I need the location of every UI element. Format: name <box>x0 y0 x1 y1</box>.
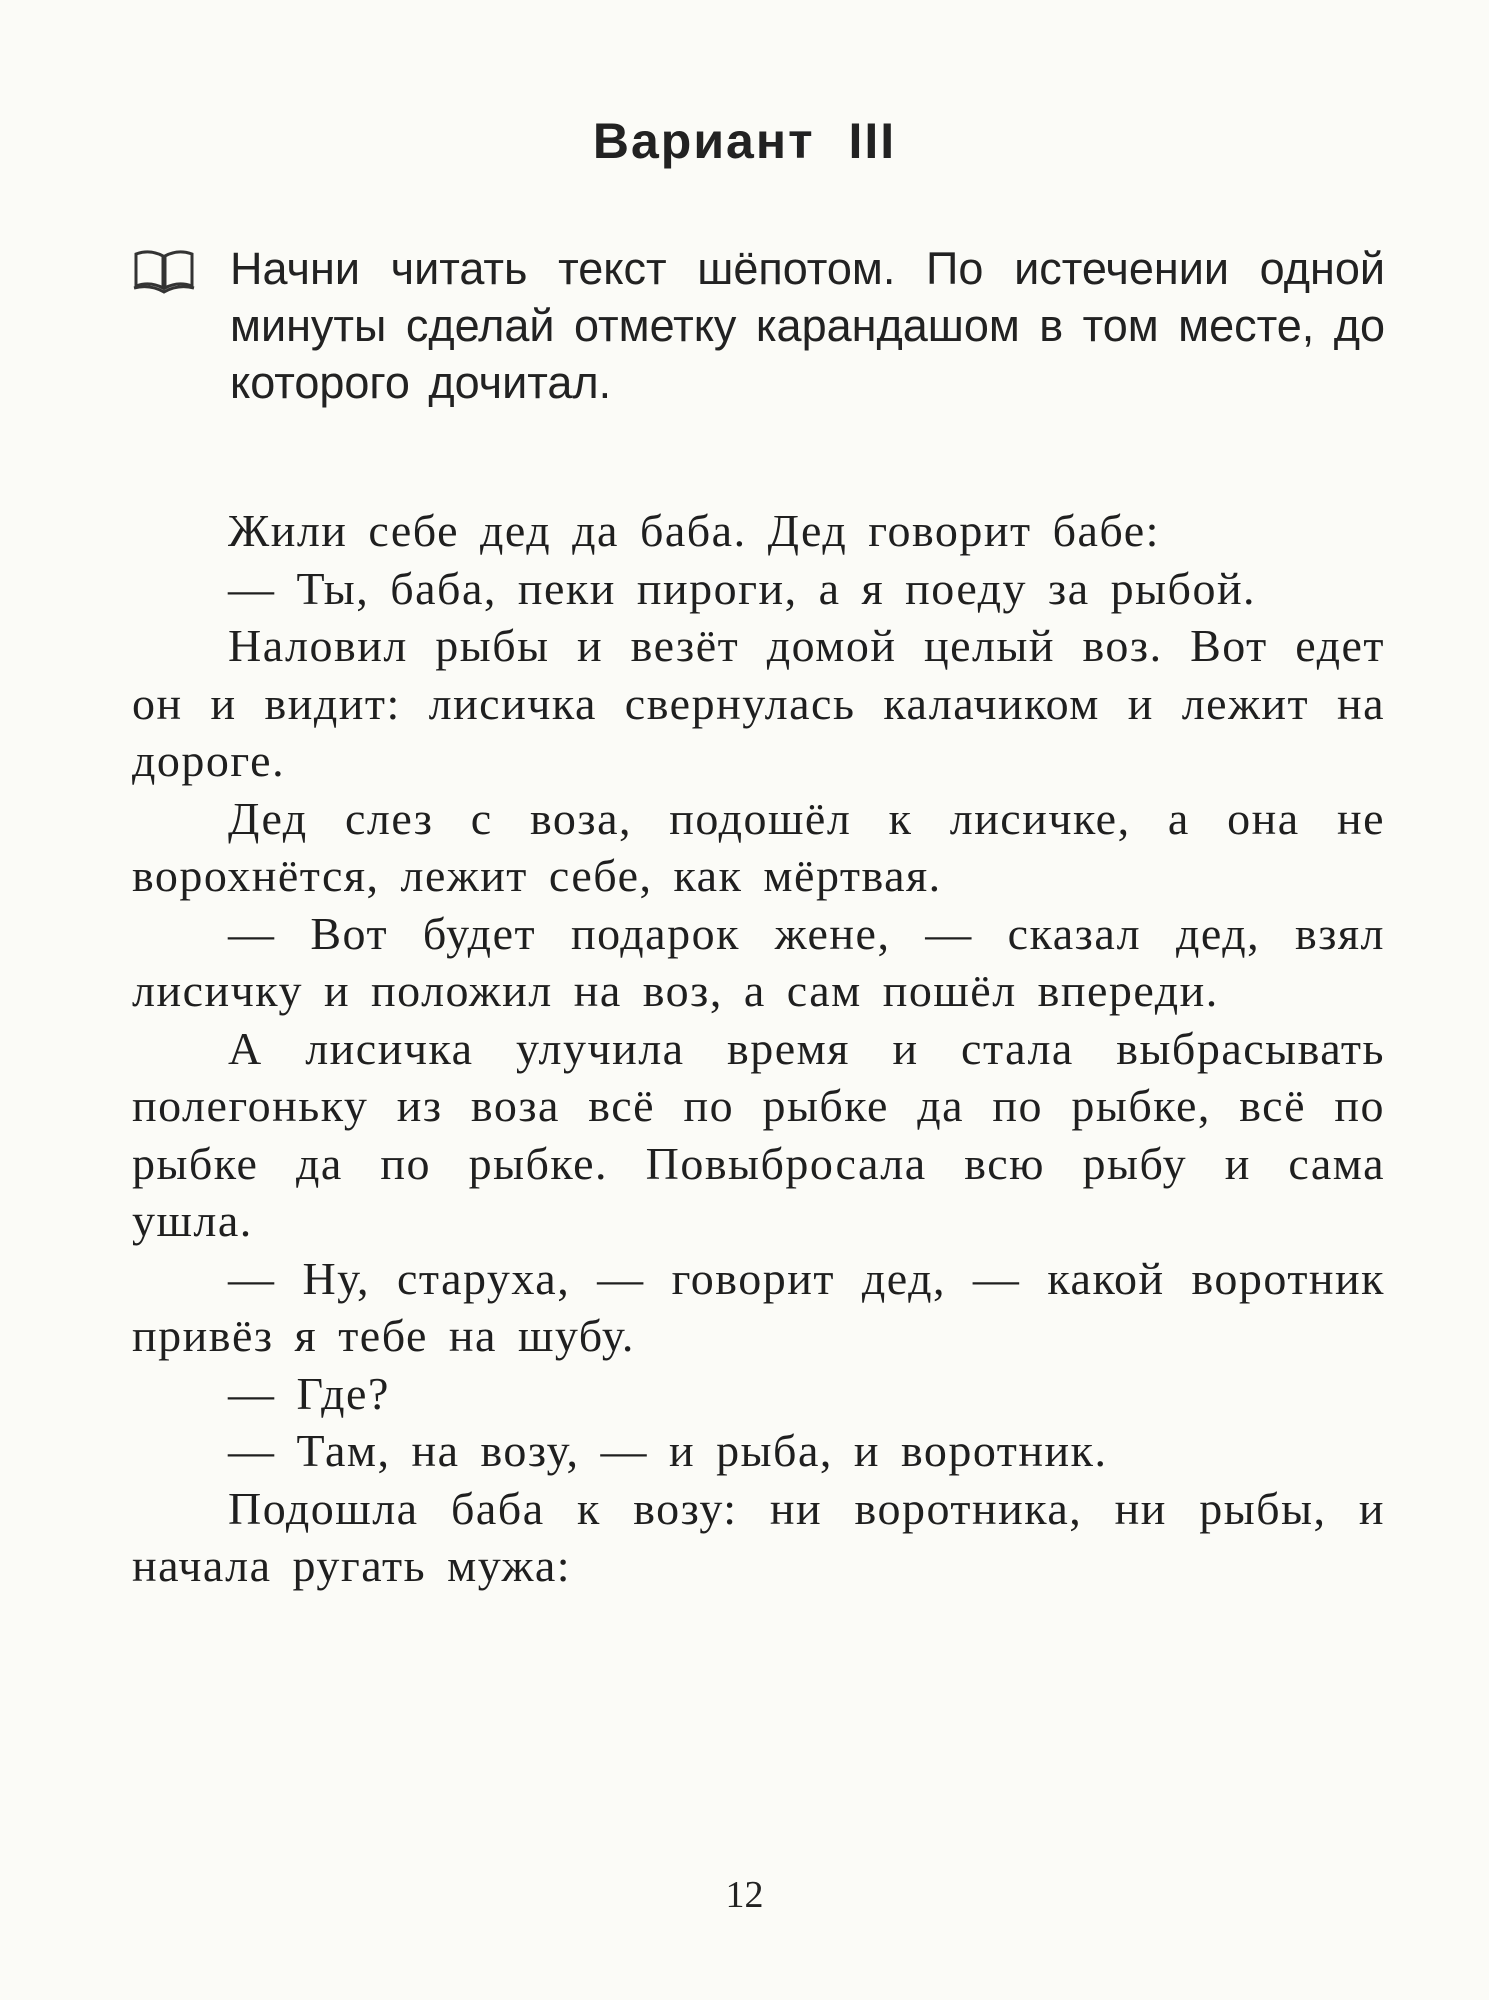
reading-instruction: Начни читать текст шёпотом. По истечении одной минуты сделай отметку карандашом в том месте, до которого дочитал. <box>230 243 1385 408</box>
story-paragraph: — Там, на возу, — и рыба, и воротник. <box>228 1425 1108 1476</box>
story-paragraph: — Где? <box>228 1367 390 1419</box>
story-paragraph: Дед слез с воза, подошёл к лисичке, а она не ворохнётся, лежит себе, как мёртвая. <box>132 792 1385 901</box>
story-paragraph: Наловил рыбы и везёт домой целый воз. Вот едет он и видит: лисичка свернулась калачиком и лежит на дороге. <box>132 620 1385 786</box>
page-title: Вариант III <box>592 113 897 169</box>
story-paragraph: — Вот будет подарок жене, — сказал дед, взял лисичку и положил на воз, а сам пошёл впереди. <box>132 907 1385 1016</box>
story-paragraph: Жили себе дед да баба. Дед говорит бабе: <box>228 505 1160 556</box>
page-number: 12 <box>725 1874 764 1916</box>
story-paragraph: — Ну, старуха, — говорит дед, — какой воротник привёз я тебе на шубу. <box>132 1252 1385 1361</box>
open-book-icon <box>132 246 196 294</box>
story-paragraph: — Ты, баба, пеки пироги, а я поеду за рыбой. <box>228 562 1257 614</box>
story-text <box>132 502 1385 1595</box>
story-paragraph: А лисичка улучила время и стала выбрасывать полегоньку из воза всё по рыбке да по рыбке, всё по рыбке да по рыбке. Повыбросала всю рыбу и сама ушла. <box>132 1022 1385 1246</box>
story-paragraph: Подошла баба к возу: ни воротника, ни рыбы, и начала ругать мужа: <box>132 1482 1385 1591</box>
